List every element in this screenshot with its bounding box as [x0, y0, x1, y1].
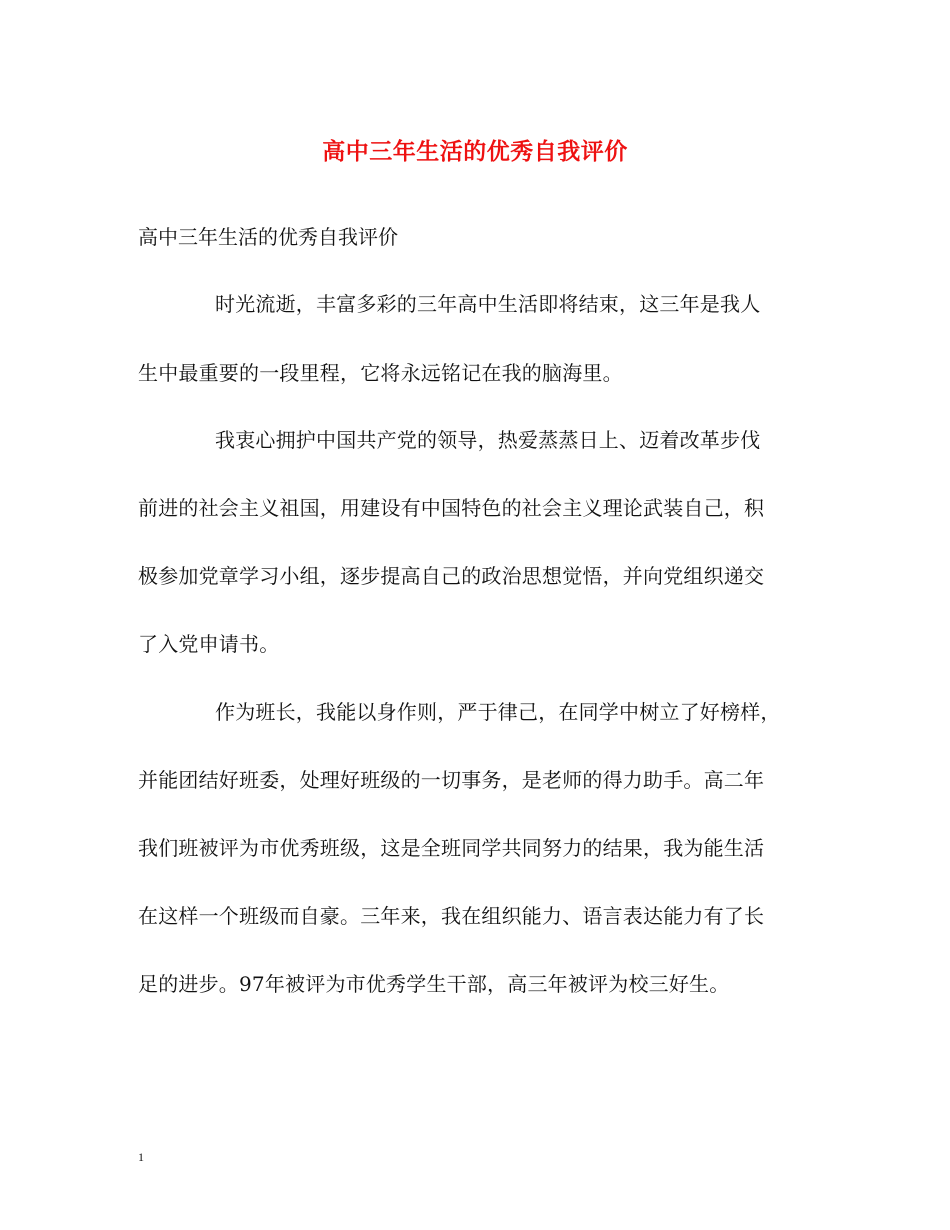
document-subtitle: 高中三年生活的优秀自我评价 [138, 225, 398, 249]
paragraph-1-line-1: 时光流逝，丰富多彩的三年高中生活即将结束，这三年是我人 [215, 292, 761, 316]
paragraph-3-line-2: 并能团结好班委，处理好班级的一切事务，是老师的得力助手。高二年 [138, 768, 765, 792]
paragraph-2-line-1: 我衷心拥护中国共产党的领导，热爱蒸蒸日上、迈着改革步伐 [215, 428, 761, 452]
paragraph-3-line-3: 我们班被评为市优秀班级，这是全班同学共同努力的结果，我为能生活 [138, 836, 765, 860]
paragraph-2-line-4: 了入党申请书。 [138, 632, 280, 656]
paragraph-3-line-4: 在这样一个班级而自豪。三年来，我在组织能力、语言表达能力有了长 [138, 904, 765, 928]
paragraph-1-line-2: 生中最重要的一段里程，它将永远铭记在我的脑海里。 [138, 361, 623, 385]
paragraph-2-line-2: 前进的社会主义祖国，用建设有中国特色的社会主义理论武装自己，积 [138, 496, 765, 520]
paragraph-3-line-5: 足的进步。97年被评为市优秀学生干部，高三年被评为校三好生。 [138, 972, 730, 996]
page-number: 1 [138, 1150, 144, 1164]
paragraph-2-line-3: 极参加党章学习小组，逐步提高自己的政治思想觉悟，并向党组织递交 [138, 564, 765, 588]
document-title: 高中三年生活的优秀自我评价 [322, 138, 628, 165]
paragraph-3-line-1: 作为班长，我能以身作则，严于律己，在同学中树立了好榜样， [215, 700, 781, 724]
